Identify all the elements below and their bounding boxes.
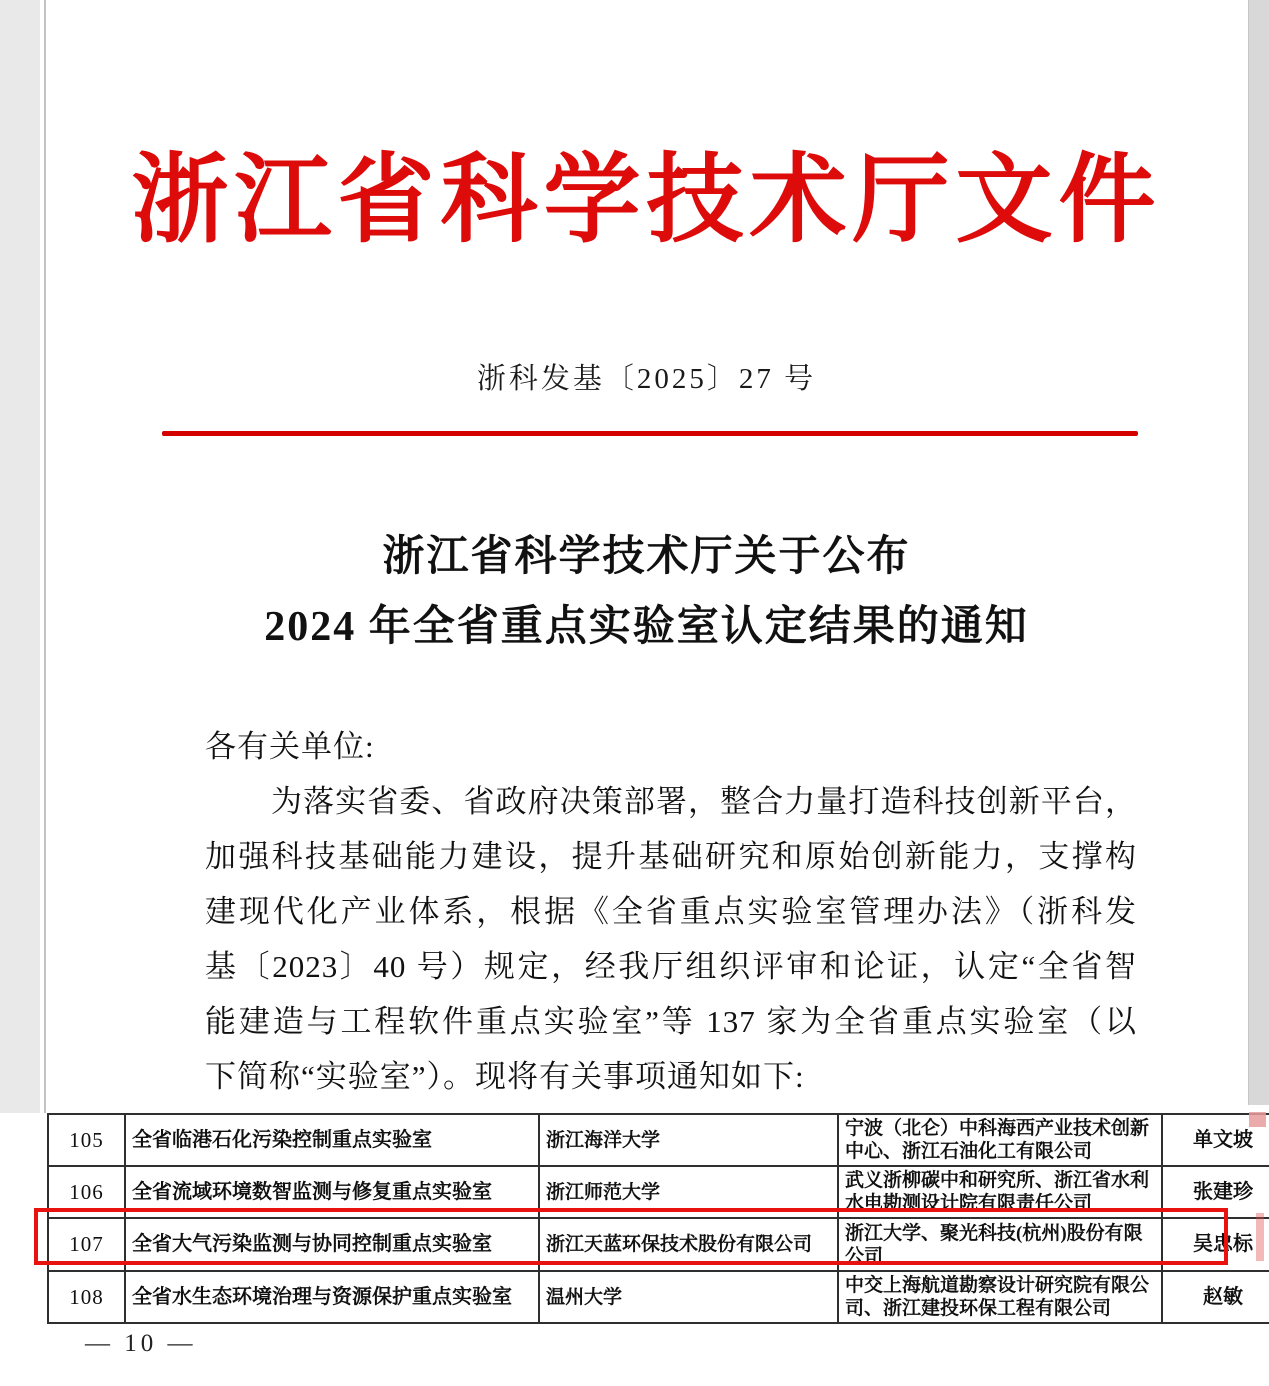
director-cell: 吴忠标 <box>1162 1218 1269 1271</box>
body-line: 下简称“实验室”）。现将有关事项通知如下: <box>205 1059 805 1094</box>
table-row <box>48 1114 1269 1166</box>
document-header-title: 浙江省科学技术厅文件 <box>131 147 1162 254</box>
document-body <box>205 719 1137 1104</box>
partners-cell: 中交上海航道勘察设计研究院有限公司、浙江建投环保工程有限公司 <box>838 1271 1162 1323</box>
notice-title-line1: 浙江省科学技术厅关于公布 <box>382 534 911 580</box>
row-number-cell: 105 <box>48 1114 125 1166</box>
director-cell: 赵敏 <box>1162 1271 1269 1323</box>
lab-name-cell: 全省流域环境数智监测与修复重点实验室 <box>125 1166 539 1218</box>
salutation: 各有关单位: <box>205 729 375 764</box>
scan-artifact <box>1256 1213 1264 1261</box>
lab-name-cell: 全省水生态环境治理与资源保护重点实验室 <box>125 1271 539 1323</box>
institution-cell: 浙江天蓝环保技术股份有限公司 <box>539 1218 838 1271</box>
viewer-right-margin <box>1248 0 1269 1105</box>
row-number-cell: 106 <box>48 1166 125 1218</box>
row-number-cell: 107 <box>48 1218 125 1271</box>
body-line: 加强科技基础能力建设，提升基础研究和原始创新能力，支撑构 <box>205 839 1137 874</box>
red-annotation-box <box>34 1208 1228 1265</box>
body-line: 基〔2023〕40 号）规定，经我厅组织评审和论证，认定“全省智 <box>205 949 1137 984</box>
notice-title-line2: 2024 年全省重点实验室认定结果的通知 <box>264 604 1029 650</box>
lab-name-cell: 全省临港石化污染控制重点实验室 <box>125 1114 539 1166</box>
table-row <box>48 1271 1269 1323</box>
institution-cell: 浙江海洋大学 <box>539 1114 838 1166</box>
partners-cell: 武义浙柳碳中和研究所、浙江省水利水电勘测设计院有限责任公司 <box>838 1166 1162 1218</box>
notice-title <box>45 522 1248 662</box>
institution-cell: 温州大学 <box>539 1271 838 1323</box>
institution-cell: 浙江师范大学 <box>539 1166 838 1218</box>
partners-cell: 宁波（北仑）中科海西产业技术创新中心、浙江石油化工有限公司 <box>838 1114 1162 1166</box>
body-line: 能建造与工程软件重点实验室”等 137 家为全省重点实验室（以 <box>205 1004 1137 1039</box>
body-line: 建现代化产业体系，根据《全省重点实验室管理办法》（浙科发 <box>205 894 1137 929</box>
document-number: 浙科发基〔2025〕27 号 <box>476 363 817 395</box>
body-line: 为落实省委、省政府决策部署，整合力量打造科技创新平台， <box>271 784 1137 819</box>
red-separator-line <box>162 431 1138 436</box>
director-cell: 单文坡 <box>1162 1114 1269 1166</box>
row-number-cell: 108 <box>48 1271 125 1323</box>
lab-name-cell: 全省大气污染监测与协同控制重点实验室 <box>125 1218 539 1271</box>
viewer-left-margin <box>0 0 40 1113</box>
director-cell: 张建珍 <box>1162 1166 1269 1218</box>
page-number: — 10 — <box>85 1330 197 1357</box>
scan-artifact <box>1249 1112 1266 1127</box>
partners-cell: 浙江大学、聚光科技(杭州)股份有限公司 <box>838 1218 1162 1271</box>
